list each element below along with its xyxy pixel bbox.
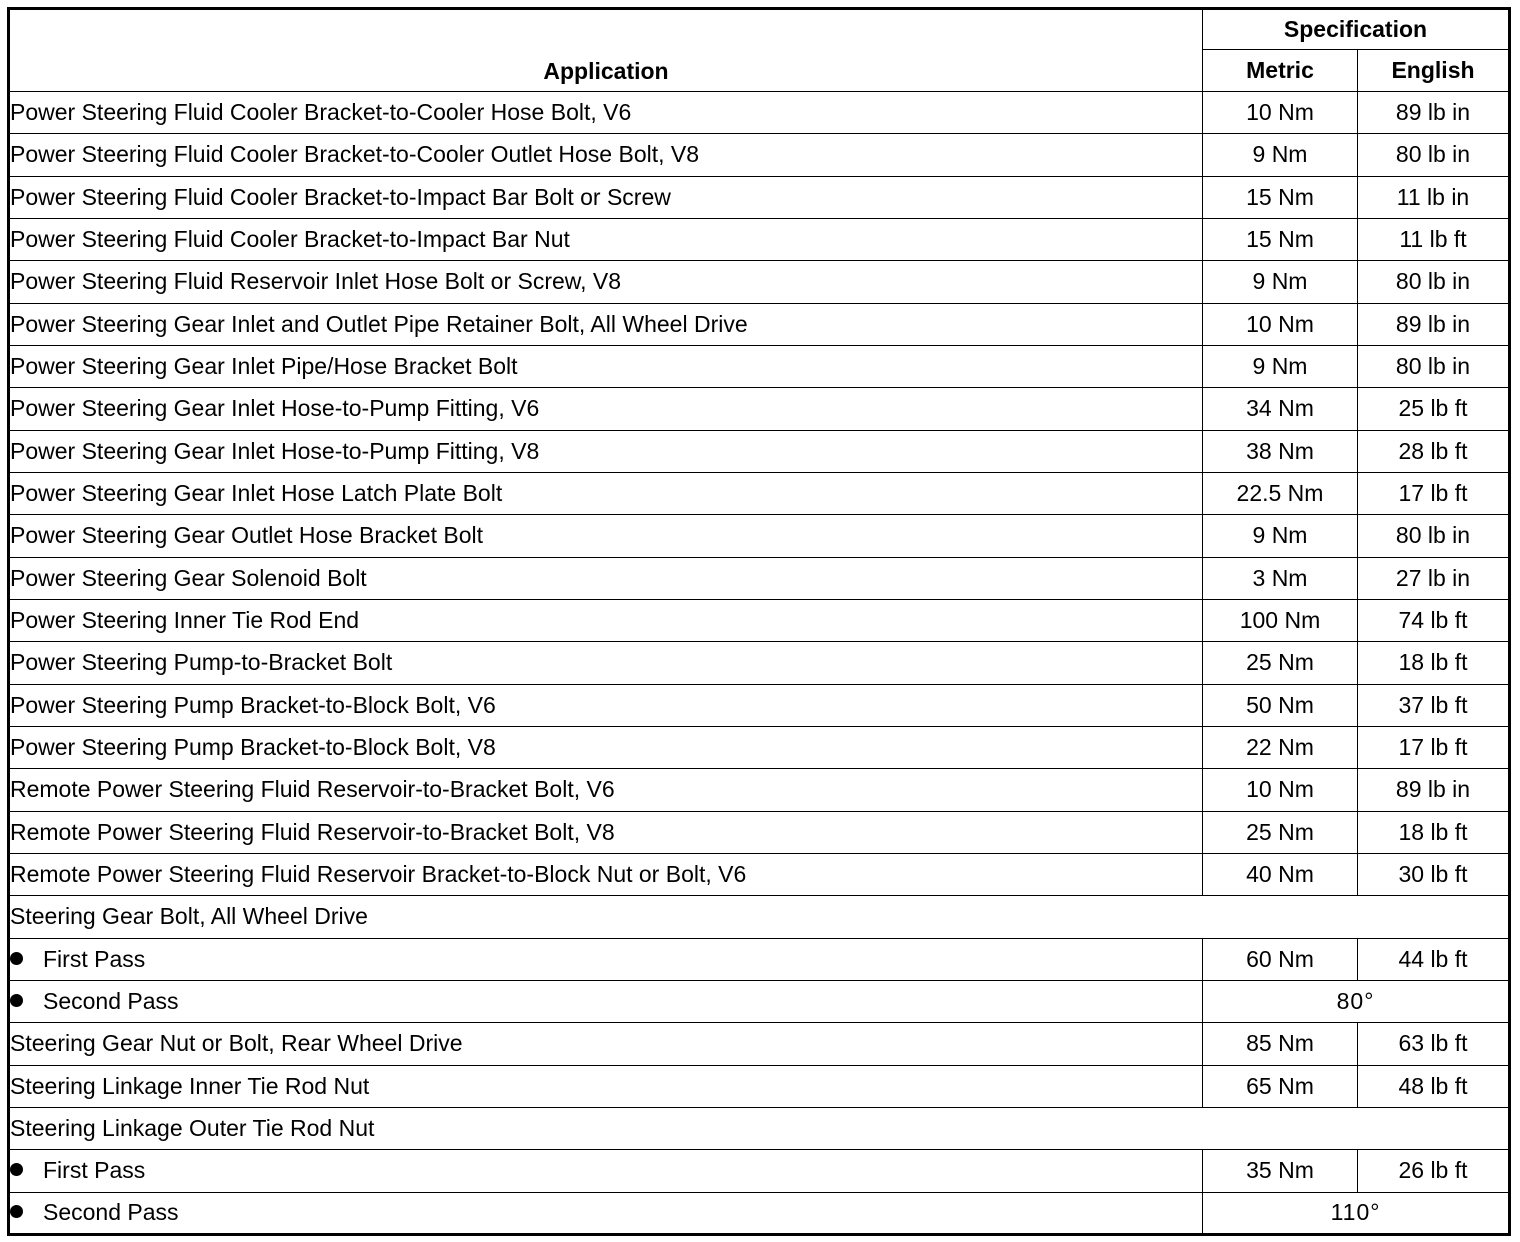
table-row bbox=[9, 853, 1510, 895]
metric-cell: 38 Nm bbox=[1203, 430, 1358, 472]
application-cell: Power Steering Fluid Cooler Bracket-to-Cooler Outlet Hose Bolt, V8 bbox=[9, 134, 1203, 176]
table-row bbox=[9, 1107, 1510, 1149]
table-row bbox=[9, 1150, 1510, 1192]
table-row bbox=[9, 218, 1510, 260]
table-row bbox=[9, 1192, 1510, 1234]
metric-cell: 40 Nm bbox=[1203, 853, 1358, 895]
metric-cell: 9 Nm bbox=[1203, 261, 1358, 303]
group-heading-cell: Steering Gear Bolt, All Wheel Drive bbox=[9, 896, 1510, 938]
table-row bbox=[9, 345, 1510, 387]
table-row bbox=[9, 430, 1510, 472]
english-cell: 17 lb ft bbox=[1358, 726, 1510, 768]
angle-cell: 80° bbox=[1203, 980, 1510, 1022]
english-cell: 11 lb ft bbox=[1358, 218, 1510, 260]
application-cell: Power Steering Gear Outlet Hose Bracket Bolt bbox=[9, 515, 1203, 557]
english-cell: 26 lb ft bbox=[1358, 1150, 1510, 1192]
english-cell: 80 lb in bbox=[1358, 345, 1510, 387]
metric-cell: 100 Nm bbox=[1203, 599, 1358, 641]
english-cell: 18 lb ft bbox=[1358, 811, 1510, 853]
sub-step-cell bbox=[9, 980, 1203, 1022]
metric-cell: 50 Nm bbox=[1203, 684, 1358, 726]
application-cell: Power Steering Pump Bracket-to-Block Bolt, V6 bbox=[9, 684, 1203, 726]
application-cell: Steering Linkage Inner Tie Rod Nut bbox=[9, 1065, 1203, 1107]
table-row bbox=[9, 472, 1510, 514]
application-cell: Power Steering Pump Bracket-to-Block Bolt, V8 bbox=[9, 726, 1203, 768]
metric-cell: 3 Nm bbox=[1203, 557, 1358, 599]
application-cell: Power Steering Inner Tie Rod End bbox=[9, 599, 1203, 641]
table-row bbox=[9, 261, 1510, 303]
table-row bbox=[9, 642, 1510, 684]
english-cell: 17 lb ft bbox=[1358, 472, 1510, 514]
bullet-icon bbox=[10, 1205, 23, 1218]
application-cell: Power Steering Gear Inlet Hose-to-Pump Fitting, V6 bbox=[9, 388, 1203, 430]
application-cell: Power Steering Gear Inlet Pipe/Hose Bracket Bolt bbox=[9, 345, 1203, 387]
bullet-icon bbox=[10, 1163, 23, 1176]
table-row bbox=[9, 176, 1510, 218]
table-row bbox=[9, 769, 1510, 811]
angle-cell: 110° bbox=[1203, 1192, 1510, 1234]
metric-cell: 34 Nm bbox=[1203, 388, 1358, 430]
metric-cell: 25 Nm bbox=[1203, 811, 1358, 853]
english-cell: 27 lb in bbox=[1358, 557, 1510, 599]
header-english: English bbox=[1358, 50, 1510, 92]
sub-step-label: First Pass bbox=[43, 945, 146, 972]
table-row bbox=[9, 388, 1510, 430]
application-cell: Power Steering Gear Inlet Hose-to-Pump Fitting, V8 bbox=[9, 430, 1203, 472]
metric-cell: 60 Nm bbox=[1203, 938, 1358, 980]
english-cell: 74 lb ft bbox=[1358, 599, 1510, 641]
metric-cell: 22.5 Nm bbox=[1203, 472, 1358, 514]
application-cell: Power Steering Fluid Cooler Bracket-to-Impact Bar Bolt or Screw bbox=[9, 176, 1203, 218]
table-row bbox=[9, 938, 1510, 980]
english-cell: 11 lb in bbox=[1358, 176, 1510, 218]
metric-cell: 22 Nm bbox=[1203, 726, 1358, 768]
torque-spec-table bbox=[7, 7, 1511, 1236]
table-row bbox=[9, 684, 1510, 726]
english-cell: 44 lb ft bbox=[1358, 938, 1510, 980]
english-cell: 30 lb ft bbox=[1358, 853, 1510, 895]
bullet-icon bbox=[10, 994, 23, 1007]
application-cell: Steering Gear Nut or Bolt, Rear Wheel Drive bbox=[9, 1023, 1203, 1065]
english-cell: 28 lb ft bbox=[1358, 430, 1510, 472]
metric-cell: 65 Nm bbox=[1203, 1065, 1358, 1107]
table-row bbox=[9, 134, 1510, 176]
table-row bbox=[9, 557, 1510, 599]
english-cell: 89 lb in bbox=[1358, 92, 1510, 134]
application-cell: Power Steering Fluid Cooler Bracket-to-Impact Bar Nut bbox=[9, 218, 1203, 260]
sub-step-label: Second Pass bbox=[43, 1199, 179, 1226]
metric-cell: 9 Nm bbox=[1203, 134, 1358, 176]
group-heading-cell: Steering Linkage Outer Tie Rod Nut bbox=[9, 1107, 1510, 1149]
table-row bbox=[9, 303, 1510, 345]
sub-step-cell bbox=[9, 938, 1203, 980]
application-cell: Power Steering Fluid Reservoir Inlet Hose Bolt or Screw, V8 bbox=[9, 261, 1203, 303]
metric-cell: 9 Nm bbox=[1203, 345, 1358, 387]
english-cell: 80 lb in bbox=[1358, 261, 1510, 303]
application-cell: Remote Power Steering Fluid Reservoir-to-Bracket Bolt, V6 bbox=[9, 769, 1203, 811]
metric-cell: 10 Nm bbox=[1203, 769, 1358, 811]
header-application: Application bbox=[9, 9, 1203, 92]
header-specification: Specification bbox=[1203, 9, 1510, 50]
english-cell: 48 lb ft bbox=[1358, 1065, 1510, 1107]
table-row bbox=[9, 896, 1510, 938]
english-cell: 37 lb ft bbox=[1358, 684, 1510, 726]
table-row bbox=[9, 92, 1510, 134]
table-row bbox=[9, 515, 1510, 557]
metric-cell: 85 Nm bbox=[1203, 1023, 1358, 1065]
english-cell: 25 lb ft bbox=[1358, 388, 1510, 430]
application-cell: Remote Power Steering Fluid Reservoir-to-Bracket Bolt, V8 bbox=[9, 811, 1203, 853]
table-header bbox=[9, 9, 1510, 92]
metric-cell: 10 Nm bbox=[1203, 92, 1358, 134]
metric-cell: 35 Nm bbox=[1203, 1150, 1358, 1192]
table-row bbox=[9, 811, 1510, 853]
metric-cell: 10 Nm bbox=[1203, 303, 1358, 345]
table-body bbox=[9, 92, 1510, 1235]
sub-step-label: First Pass bbox=[43, 1157, 146, 1184]
metric-cell: 9 Nm bbox=[1203, 515, 1358, 557]
metric-cell: 15 Nm bbox=[1203, 176, 1358, 218]
table-row bbox=[9, 1065, 1510, 1107]
table-row bbox=[9, 1023, 1510, 1065]
sub-step-cell bbox=[9, 1150, 1203, 1192]
table-row bbox=[9, 980, 1510, 1022]
application-cell: Power Steering Gear Inlet and Outlet Pipe Retainer Bolt, All Wheel Drive bbox=[9, 303, 1203, 345]
metric-cell: 25 Nm bbox=[1203, 642, 1358, 684]
application-cell: Remote Power Steering Fluid Reservoir Bracket-to-Block Nut or Bolt, V6 bbox=[9, 853, 1203, 895]
english-cell: 18 lb ft bbox=[1358, 642, 1510, 684]
english-cell: 63 lb ft bbox=[1358, 1023, 1510, 1065]
application-cell: Power Steering Gear Inlet Hose Latch Plate Bolt bbox=[9, 472, 1203, 514]
sub-step-cell bbox=[9, 1192, 1203, 1234]
table-row bbox=[9, 726, 1510, 768]
application-cell: Power Steering Pump-to-Bracket Bolt bbox=[9, 642, 1203, 684]
application-cell: Power Steering Fluid Cooler Bracket-to-Cooler Hose Bolt, V6 bbox=[9, 92, 1203, 134]
english-cell: 80 lb in bbox=[1358, 134, 1510, 176]
english-cell: 89 lb in bbox=[1358, 303, 1510, 345]
table-row bbox=[9, 599, 1510, 641]
bullet-icon bbox=[10, 952, 23, 965]
english-cell: 80 lb in bbox=[1358, 515, 1510, 557]
metric-cell: 15 Nm bbox=[1203, 218, 1358, 260]
header-metric: Metric bbox=[1203, 50, 1358, 92]
english-cell: 89 lb in bbox=[1358, 769, 1510, 811]
application-cell: Power Steering Gear Solenoid Bolt bbox=[9, 557, 1203, 599]
sub-step-label: Second Pass bbox=[43, 988, 179, 1015]
